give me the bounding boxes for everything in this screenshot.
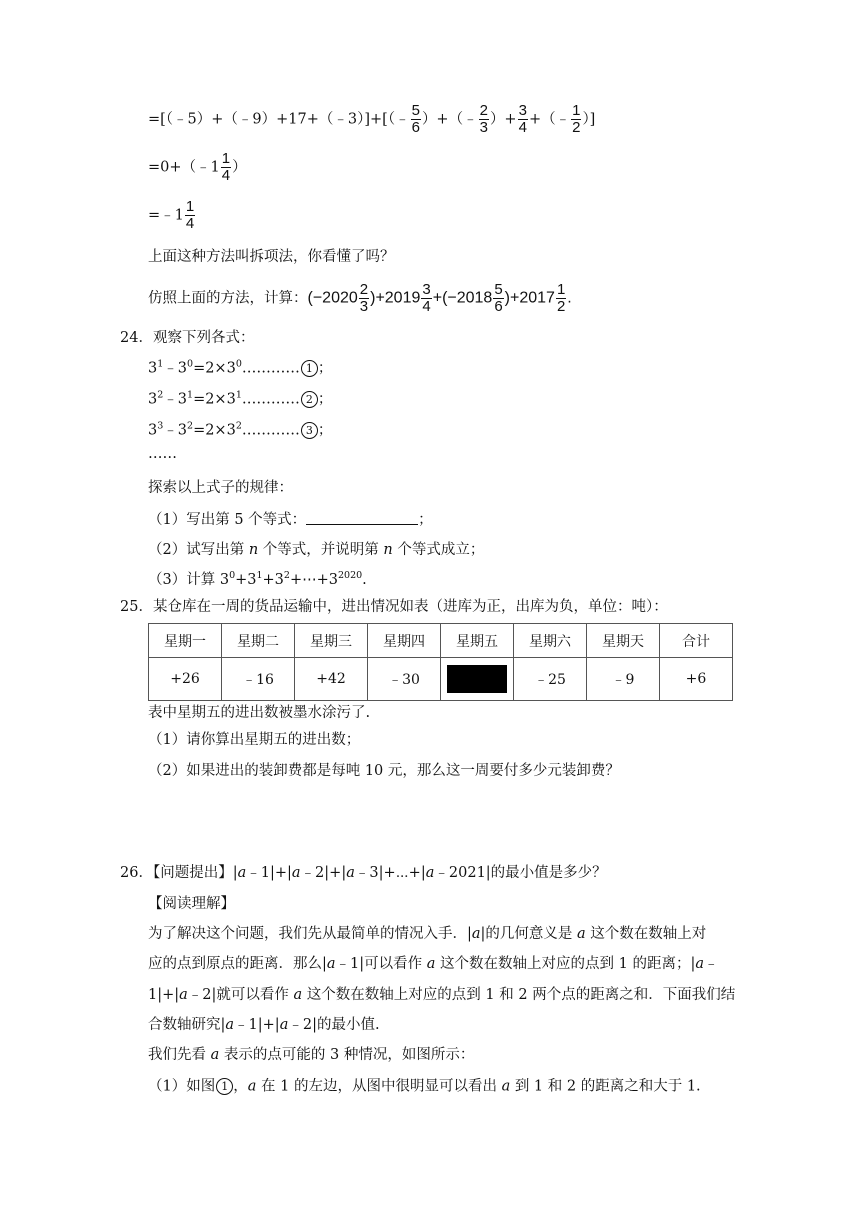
table-header: 星期五	[441, 624, 514, 658]
table-cell: ﹣16	[222, 658, 295, 701]
text: =0+（﹣1	[148, 159, 220, 176]
q24-title: 24．观察下列各式：	[120, 330, 255, 346]
math: .	[567, 289, 572, 307]
q25-title: 25．某仓库在一周的货品运输中，进出情况如表（进库为正，出库为负，单位：吨）：	[120, 599, 668, 615]
text: =[（﹣5）+（﹣9）+17+（﹣3）]+[（﹣	[148, 111, 410, 128]
calc-line-1	[148, 103, 595, 136]
q26-title: 26．【问题提出】|a﹣1|+|a﹣2|+|a﹣3|+⋯+|a﹣2021|的最小值是多少？	[120, 865, 607, 881]
text: ）+	[489, 111, 517, 128]
q25-note: 表中星期五的进出数被墨水涂污了.	[148, 705, 371, 721]
fraction: $\frac{1}{4}$	[221, 150, 231, 184]
q25-part-2: （2）如果进出的装卸费都是每吨 10 元，那么这一周要付多少元装卸费？	[148, 763, 620, 779]
method-note: 上面这种方法叫拆项法，你看懂了吗？	[148, 249, 395, 265]
q26-reading-line-3: 1|+|a﹣2|就可以看作 a 这个数在数轴上对应的点到 1 和 2 两个点的距离之和．下面我们结	[148, 987, 736, 1003]
fraction: $\frac{5}{6}$	[411, 102, 420, 136]
table-cell: +26	[149, 658, 222, 701]
q26-reading-line-4: 合数轴研究|a﹣1|+|a﹣2|的最小值.	[148, 1017, 380, 1033]
answer-blank[interactable]	[306, 512, 418, 525]
math: (−2020	[307, 289, 358, 307]
table-cell: ﹣30	[368, 658, 441, 701]
imitate-line	[148, 282, 572, 315]
q26-reading-line-2: 应的点到原点的距离．那么|a﹣1|可以看作 a 这个数在数轴上对应的点到 1 的距离；|a﹣	[148, 956, 719, 972]
fraction: $\frac{1}{2}$	[556, 281, 566, 315]
math: +(−2018	[432, 289, 493, 307]
text: ）]	[582, 111, 596, 128]
circled-number: 1	[301, 360, 318, 377]
q24-equation-2: $3^2﹣3^1=2\times 3^1\dots\dots\dots\dots$ 2 ；	[148, 389, 333, 408]
fraction: $\frac{2}{3}$	[479, 102, 488, 136]
table-header: 星期一	[149, 624, 222, 658]
circled-number: 3	[301, 422, 318, 439]
text: 仿照上面的方法，计算：	[148, 290, 308, 307]
table-header: 星期三	[295, 624, 368, 658]
text: =﹣1	[148, 207, 184, 224]
math: )+2017	[504, 289, 555, 307]
q26-reading-heading: 【阅读理解】	[148, 896, 235, 912]
table-header: 星期四	[368, 624, 441, 658]
fraction: $\frac{1}{2}$	[572, 102, 581, 136]
table-cell: +42	[295, 658, 368, 701]
table-cell: +6	[660, 658, 733, 701]
fraction: $\frac{5}{6}$	[494, 281, 503, 315]
text: ）	[232, 159, 247, 176]
q26-reading-line-1: 为了解决这个问题，我们先从最简单的情况入手．|a|的几何意义是 a 这个数在数轴上对	[148, 926, 707, 942]
table-header: 星期二	[222, 624, 295, 658]
circled-number: 1	[216, 1078, 233, 1095]
ink-blot-cell	[441, 658, 514, 701]
q24-part-3: （3）计算 $3^0+3^1+3^2+\cdots+3^{2020}$.	[148, 570, 367, 588]
circled-number: 2	[301, 391, 318, 408]
q25-table	[148, 623, 733, 701]
math: )+2019	[370, 289, 421, 307]
q24-part-2: （2）试写出第 n 个等式，并说明第 n 个等式成立；	[148, 542, 485, 558]
q25-part-1: （1）请你算出星期五的进出数；	[148, 732, 361, 748]
ink-blot	[447, 665, 507, 693]
q24-part-1: （1）写出第 5 个等式： ；	[148, 512, 433, 528]
calc-line-3	[148, 199, 196, 232]
q24-ellipsis: ……	[148, 446, 177, 462]
table-header: 合计	[660, 624, 733, 658]
text: ）+（﹣	[421, 111, 478, 128]
table-cell: ﹣25	[514, 658, 587, 701]
table-header: 星期六	[514, 624, 587, 658]
calc-line-2	[148, 151, 247, 184]
table-header: 星期天	[587, 624, 660, 658]
text: +（﹣	[528, 111, 571, 128]
q26-reading-line-5: 我们先看 a 表示的点可能的 3 种情况，如图所示：	[148, 1047, 475, 1063]
q24-explore: 探索以上式子的规律：	[148, 480, 293, 496]
fraction: $\frac{1}{4}$	[185, 198, 195, 232]
fraction: $\frac{2}{3}$	[359, 281, 369, 315]
fraction: $\frac{3}{4}$	[518, 102, 527, 136]
q24-equation-1: $3^1﹣3^0=2\times 3^0\dots\dots\dots\dots$ 1 ；	[148, 358, 333, 377]
q24-equation-3: $3^3﹣3^2=2\times 3^2\dots\dots\dots\dots$ 3 ；	[148, 420, 333, 439]
table-cell: ﹣9	[587, 658, 660, 701]
q26-reading-line-6: （1）如图 1 ，a 在 1 的左边，从图中很明显可以看出 a 到 1 和 2 的距离之和大于 1.	[148, 1078, 701, 1095]
fraction: $\frac{3}{4}$	[422, 281, 431, 315]
